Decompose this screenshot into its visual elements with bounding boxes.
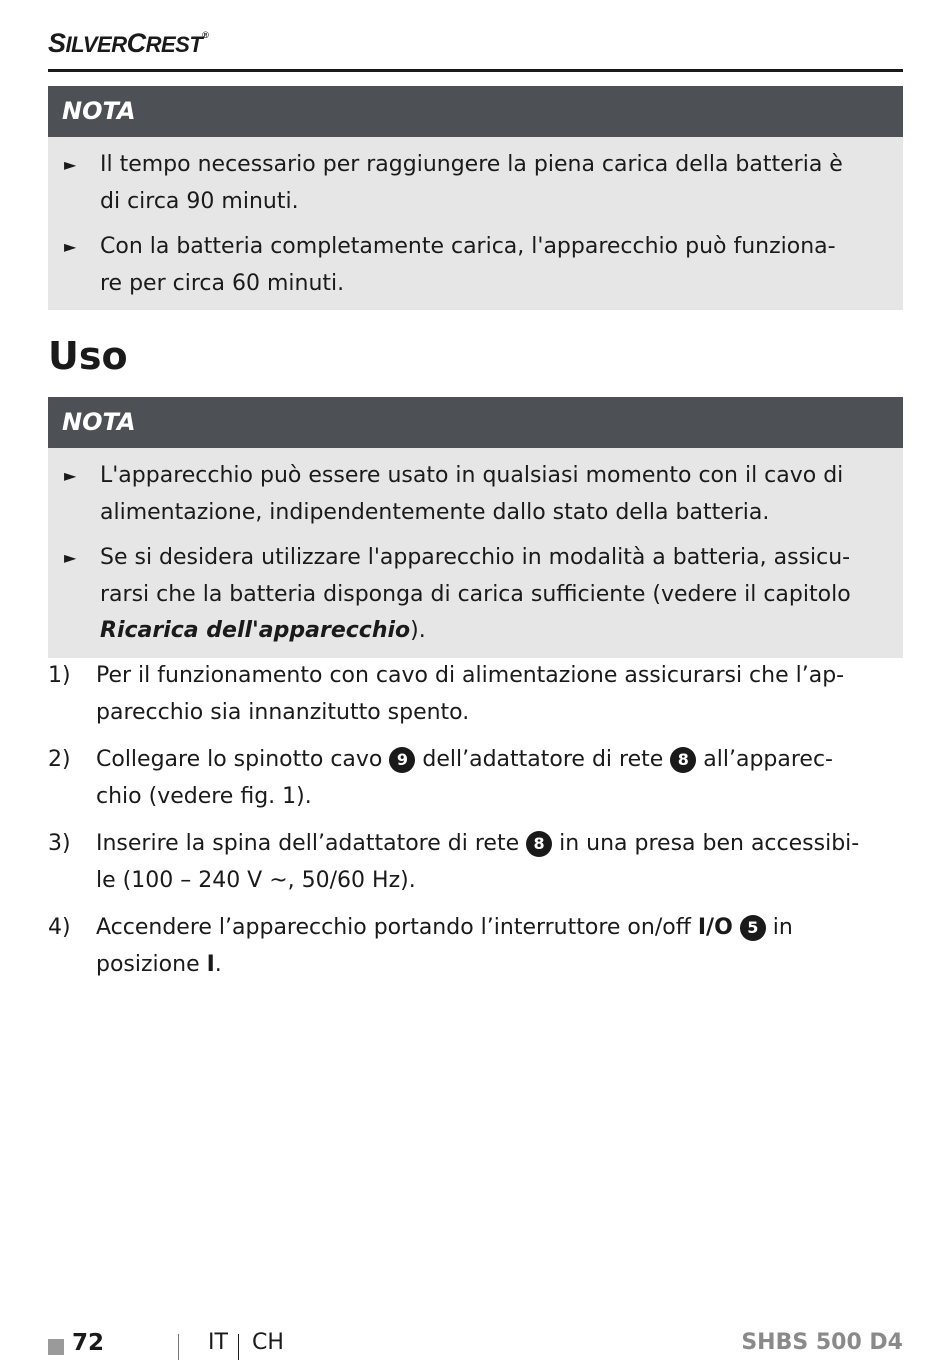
footer-divider xyxy=(178,1334,179,1360)
brand-logo: SILVERCREST® xyxy=(48,28,209,58)
country-code: CH xyxy=(252,1330,284,1355)
switch-position: I xyxy=(206,951,215,977)
step-item: 2) Collegare lo spinotto cavo 9 dell’adattatore di rete 8 all’apparec- chio (vedere fig. 1). xyxy=(48,742,903,815)
note-item: ► L'apparecchio può essere usato in qualsiasi momento con il cavo di alimentazione, indipendentemente dallo stato della batteria. xyxy=(62,458,889,531)
step-number: 1) xyxy=(48,663,71,688)
step-item: 4) Accendere l’apparecchio portando l’interruttore on/off I/O 5 in posizione I. xyxy=(48,910,903,983)
part-number-badge: 8 xyxy=(670,747,696,773)
note-item: ► Il tempo necessario per raggiungere la piena carica della batteria è di circa 90 minuti. xyxy=(62,147,889,220)
part-number-badge: 8 xyxy=(526,831,552,857)
note-box-charging xyxy=(48,86,903,310)
note-heading: NOTA xyxy=(48,86,903,137)
bullet-arrow-icon: ► xyxy=(64,548,77,567)
instruction-steps xyxy=(48,658,903,994)
switch-symbol: I/O xyxy=(697,915,733,940)
bullet-arrow-icon: ► xyxy=(64,155,77,174)
footer-divider xyxy=(238,1334,239,1360)
note-heading: NOTA xyxy=(48,397,903,448)
note-item: ► Se si desidera utilizzare l'apparecchio in modalità a batteria, assicu- rarsi che la batteria disponga di carica sufficiente (vedere il capitolo Ricarica dell'apparecchio). xyxy=(62,540,889,650)
model-number: SHBS 500 D4 xyxy=(741,1330,903,1355)
page-header xyxy=(48,26,903,72)
step-number: 3) xyxy=(48,831,71,856)
part-number-badge: 9 xyxy=(389,747,415,773)
bullet-arrow-icon: ► xyxy=(64,466,77,485)
chapter-reference: Ricarica dell'apparecchio xyxy=(100,618,411,643)
page-number: 72 xyxy=(72,1330,105,1356)
page-marker-icon xyxy=(48,1339,64,1355)
bullet-arrow-icon: ► xyxy=(64,237,77,256)
step-item: 1) Per il funzionamento con cavo di alimentazione assicurarsi che l’ap- parecchio sia innanzitutto spento. xyxy=(48,658,903,731)
page-footer xyxy=(48,1330,903,1365)
language-code: IT xyxy=(208,1330,228,1355)
note-box-usage xyxy=(48,397,903,658)
step-number: 4) xyxy=(48,915,71,940)
part-number-badge: 5 xyxy=(740,915,766,941)
step-number: 2) xyxy=(48,747,71,772)
note-item: ► Con la batteria completamente carica, l'apparecchio può funziona- re per circa 60 minuti. xyxy=(62,229,889,302)
step-item: 3) Inserire la spina dell’adattatore di rete 8 in una presa ben accessibi- le (100 – 240 V ~, 50/60 Hz). xyxy=(48,826,903,899)
section-title: Uso xyxy=(48,334,128,378)
